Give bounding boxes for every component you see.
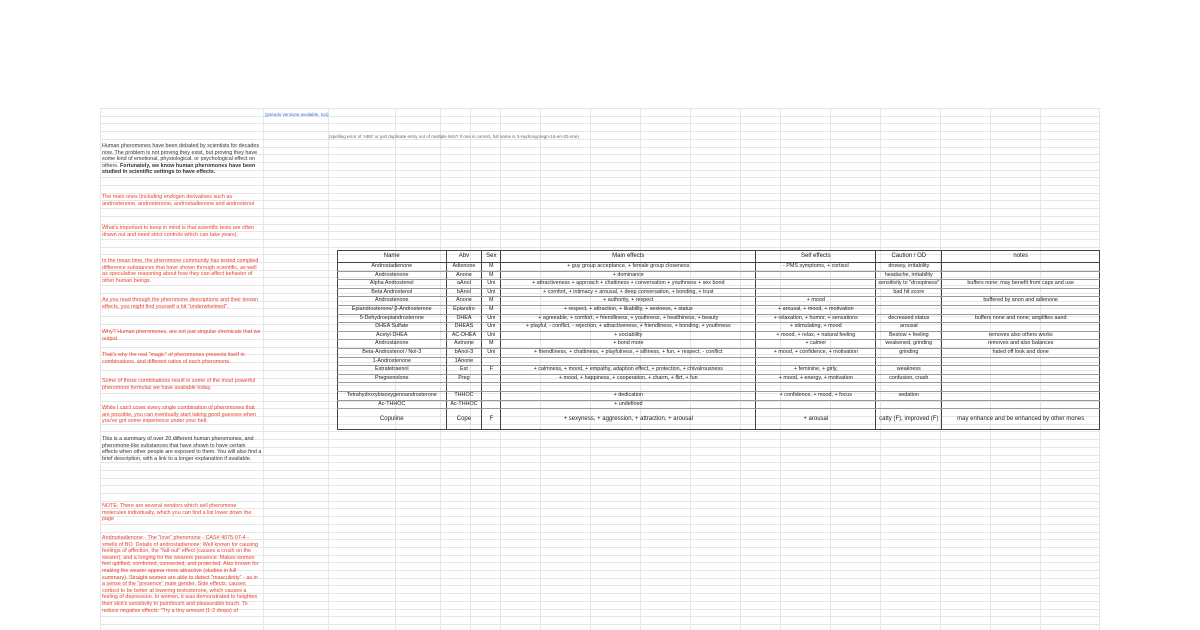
intro-paragraph xyxy=(102,194,262,207)
intro-paragraph-bold: Fortunately, we know human pheromones have been studied in scientific settings to have effects. xyxy=(102,162,256,176)
table-cell: Est xyxy=(446,366,482,375)
intro-paragraph-text: This is a summary of over 20 different human pheromones, and pheromone-like substances that have shown to have certain effects when other people are exposed to them. You will also find a brief description, with a link to a longer explanation if available. xyxy=(102,436,262,462)
table-cell xyxy=(942,271,1100,280)
table-cell: + arousal xyxy=(756,409,876,430)
table-cell: AC-DHEA xyxy=(446,331,482,340)
table-cell xyxy=(501,357,756,366)
table-cell xyxy=(338,383,447,392)
table-cell: bad hit score xyxy=(876,288,942,297)
table-cell: DHEA Sulfate xyxy=(338,323,447,332)
table-cell xyxy=(876,400,942,409)
table-cell xyxy=(942,366,1100,375)
table-cell: + mood, + happiness, + cooperation, + charm, + flirt, + fun xyxy=(501,374,756,383)
table-row xyxy=(338,297,1100,306)
table-cell xyxy=(482,357,501,366)
table-cell: DHEAS xyxy=(446,323,482,332)
table-cell: headache, irritability xyxy=(876,271,942,280)
table-cell xyxy=(942,323,1100,332)
grid-row-line xyxy=(100,139,1100,140)
spelling-note: (spelling error of 'ABS' or just duplicate entry out of multiple lists? If one is correct, full name is 3-Hydroxypregn-16-en-20-one) xyxy=(329,134,579,139)
table-cell xyxy=(876,305,942,314)
table-cell: Androstenone xyxy=(338,297,447,306)
table-cell: + respect, + attraction, + likability, + sexiness, + status xyxy=(501,305,756,314)
table-cell: Uni xyxy=(482,323,501,332)
table-cell: arousal xyxy=(876,323,942,332)
grid-row-line xyxy=(100,485,1100,486)
table-cell: grinding xyxy=(876,348,942,357)
table-cell xyxy=(876,383,942,392)
table-cell: Uni xyxy=(482,280,501,289)
table-cell xyxy=(756,280,876,289)
table-cell: + guy group acceptance, + female group closeness xyxy=(501,263,756,272)
table-cell xyxy=(756,383,876,392)
intro-paragraph xyxy=(102,405,262,425)
table-cell: Estratetraenol xyxy=(338,366,447,375)
grid-row-line xyxy=(100,431,1100,432)
table-cell: + dedication xyxy=(501,391,756,400)
intro-paragraph-text: Why? Human pheromones, are not just singular chemicals that we output. xyxy=(102,329,261,342)
table-cell: M xyxy=(482,305,501,314)
table-cell: Anone xyxy=(446,271,482,280)
table-cell: weakness xyxy=(876,366,942,375)
table-cell: Bestow + feeling xyxy=(876,331,942,340)
table-cell: + calmness, + mood, + empathy, adaption effect, + protection, + chivalrousness xyxy=(501,366,756,375)
intro-paragraph xyxy=(102,225,262,238)
grid-row-line xyxy=(100,501,1100,502)
grid-col-line xyxy=(328,108,329,630)
table-cell: + friendliness, + chattiness, + playfulness, + silliness, + fun, + respect, - conflict xyxy=(501,348,756,357)
grid-row-line xyxy=(100,177,1100,178)
table-cell: + comfort, + intimacy + arousal, + deep conversation, + bonding, + trust xyxy=(501,288,756,297)
table-cell: Ac-THHOC xyxy=(338,400,447,409)
intro-paragraph xyxy=(102,378,262,391)
table-cell xyxy=(942,383,1100,392)
table-cell: sensitivity to "droopiness" xyxy=(876,280,942,289)
intro-paragraph xyxy=(102,258,262,284)
table-cell: + mood xyxy=(756,297,876,306)
table-cell: Copuline xyxy=(338,409,447,430)
table-cell: decreased status xyxy=(876,314,942,323)
table-cell xyxy=(482,391,501,400)
table-cell: Cope xyxy=(446,409,482,430)
table-cell: confusion, crash xyxy=(876,374,942,383)
intro-paragraph xyxy=(102,143,262,176)
table-cell: Astnone xyxy=(446,340,482,349)
table-cell: Epiandrosterone/ β-Androsterone xyxy=(338,305,447,314)
table-cell: + feminine, + girly, xyxy=(756,366,876,375)
grid-row-line xyxy=(100,116,1100,117)
table-cell xyxy=(756,357,876,366)
table-row xyxy=(338,271,1100,280)
table-cell: Androstenone xyxy=(338,271,447,280)
table-cell: + agreeable, + comfort, + friendliness, + youthness, + healthiness, + beauty xyxy=(501,314,756,323)
grid-col-line xyxy=(100,108,101,630)
table-cell: M xyxy=(482,297,501,306)
table-cell: + arousal, + mood, + motivation xyxy=(756,305,876,314)
column-header: Sex xyxy=(482,251,501,263)
table-cell: removes also others works xyxy=(942,331,1100,340)
table-cell xyxy=(942,263,1100,272)
table-cell xyxy=(482,383,501,392)
grid-row-line xyxy=(100,532,1100,533)
table-cell: Anone xyxy=(446,297,482,306)
table-cell: buffered by anon and adienone xyxy=(942,297,1100,306)
table-cell xyxy=(942,305,1100,314)
table-cell: Alpha Androstenol xyxy=(338,280,447,289)
table-cell: + authority, + respect xyxy=(501,297,756,306)
table-cell: hated off look and done xyxy=(942,348,1100,357)
table-cell xyxy=(482,374,501,383)
table-cell xyxy=(942,288,1100,297)
table-cell: removes and also balances xyxy=(942,340,1100,349)
table-cell xyxy=(942,400,1100,409)
table-row xyxy=(338,314,1100,323)
table-cell: DHEA xyxy=(446,314,482,323)
grid-row-line xyxy=(100,123,1100,124)
table-cell: + bond more xyxy=(501,340,756,349)
intro-paragraph-text: The main ones (including endogen derivatives such as androstenone, androstenone, androstadienone and androstenol xyxy=(102,194,255,207)
grid-row-line xyxy=(100,616,1100,617)
table-row xyxy=(338,305,1100,314)
table-cell xyxy=(942,391,1100,400)
table-cell: F xyxy=(482,409,501,430)
intro-paragraph xyxy=(102,503,262,523)
table-cell: sedation xyxy=(876,391,942,400)
table-cell xyxy=(876,357,942,366)
table-cell: + sociability xyxy=(501,331,756,340)
table-cell: Uni xyxy=(482,331,501,340)
table-cell: Uni xyxy=(482,288,501,297)
table-cell: + undefined xyxy=(501,400,756,409)
table-header-row xyxy=(338,251,1100,263)
grid-row-line xyxy=(100,216,1100,217)
table-cell: Pregnenolone xyxy=(338,374,447,383)
intro-paragraph-text: While I can't cover every single combination of pheromones that are possible, you can eventually start taking good guesses when you've got some experience under your belt. xyxy=(102,405,257,425)
grid-row-line xyxy=(100,131,1100,132)
table-cell: + mood, + confidence, + motivation xyxy=(756,348,876,357)
table-cell: Androstanone xyxy=(338,340,447,349)
table-cell: + playful, - conflict, - rejection, + attractiveness, + friendliness, + bonding, + youthness xyxy=(501,323,756,332)
table-cell: + mood, + relax, + natural feeling xyxy=(756,331,876,340)
table-row xyxy=(338,348,1100,357)
pheromone-table xyxy=(337,250,1100,430)
table-cell: Adienone xyxy=(446,263,482,272)
table-cell xyxy=(756,400,876,409)
column-header: notes xyxy=(942,251,1100,263)
intro-paragraph xyxy=(102,297,262,310)
column-header: Main effects xyxy=(501,251,756,263)
grid-row-line xyxy=(100,108,1100,109)
table-cell: Androstadienone xyxy=(338,263,447,272)
intro-paragraph-text: Human pheromones have been debated by scientists for decades now. The problem is not proving they exist, but proving they have some kind of emotional, physiological, or psychological effect on others. xyxy=(102,143,260,169)
column-header: Caution / OD xyxy=(876,251,942,263)
table-cell xyxy=(446,383,482,392)
table-row xyxy=(338,331,1100,340)
table-cell: 1-Androstenone xyxy=(338,357,447,366)
grid-row-line xyxy=(100,185,1100,186)
intro-paragraph-text: As you read through the pheromone descriptions and their known effects, you might find yourself a bit "underwhelmed". xyxy=(102,297,259,310)
table-cell xyxy=(756,271,876,280)
column-header: Abv xyxy=(446,251,482,263)
table-cell: - PMS symptoms, + cortisol xyxy=(756,263,876,272)
table-cell: Tetrahydroxybisoxygenoandrosterone xyxy=(338,391,447,400)
table-cell: bAnol xyxy=(446,288,482,297)
intro-paragraph-text: Some of those combinations result in some of the most powerful pheromone formulas we have available today. xyxy=(102,378,256,391)
intro-paragraph xyxy=(102,436,262,462)
table-cell: + relaxation, + humor, + sensations xyxy=(756,314,876,323)
table-row xyxy=(338,383,1100,392)
grid-row-line xyxy=(100,524,1100,525)
table-cell: + mood, + energy, + motivation xyxy=(756,374,876,383)
table-row xyxy=(338,263,1100,272)
intro-paragraph-text: That's why the real "magic" of pheromones presents itself in combinations, and different ratios of each pheromone. xyxy=(102,352,245,365)
table-cell: 1Anone xyxy=(446,357,482,366)
table-cell: Acetyl-DHEA xyxy=(338,331,447,340)
table-cell: + dominance xyxy=(501,271,756,280)
table-cell: buffers none; may benefit from caps and use xyxy=(942,280,1100,289)
intro-paragraph-text: NOTE: There are several vendors which sell pheromone molecules individually, which you can find a list lower down the page xyxy=(102,503,252,523)
table-cell: + confidence, + mood, + focus xyxy=(756,391,876,400)
grid-row-line xyxy=(100,239,1100,240)
table-row xyxy=(338,280,1100,289)
pseudo-versions-link[interactable]: (pseudo versions available, too) xyxy=(265,112,329,117)
table-cell: Uni xyxy=(482,314,501,323)
table-row xyxy=(338,400,1100,409)
table-cell: F xyxy=(482,366,501,375)
column-header: Self effects xyxy=(756,251,876,263)
table-cell xyxy=(756,288,876,297)
table-row xyxy=(338,391,1100,400)
table-cell: Preg xyxy=(446,374,482,383)
table-cell: + attractiveness + approach + chattiness + conversation + youthness + sex bond xyxy=(501,280,756,289)
table-row xyxy=(338,340,1100,349)
column-header: Name xyxy=(338,251,447,263)
table-row xyxy=(338,374,1100,383)
table-cell: Uni xyxy=(482,348,501,357)
table-cell: Ac-THHOC xyxy=(446,400,482,409)
table-row xyxy=(338,366,1100,375)
table-row xyxy=(338,288,1100,297)
table-cell: bAnol-3 xyxy=(446,348,482,357)
table-cell: M xyxy=(482,271,501,280)
table-row xyxy=(338,357,1100,366)
table-cell xyxy=(482,400,501,409)
table-cell: + stimulating, + mood xyxy=(756,323,876,332)
table-cell: Epiandro xyxy=(446,305,482,314)
table-cell: catty (F), improved (F) xyxy=(876,409,942,430)
table-cell: aAnol xyxy=(446,280,482,289)
intro-paragraph xyxy=(102,329,262,342)
grid-col-line xyxy=(263,108,264,630)
grid-row-line xyxy=(100,470,1100,471)
table-cell: weakened, grinding xyxy=(876,340,942,349)
table-cell: buffers none and none; amplifies aand xyxy=(942,314,1100,323)
intro-paragraph-text: Androstadienone - The "love" pheromone - CAS# 4075-07-4 - smells of BO. Details of androstadienone: Well known for causing feelings of affection, the "fall-out" effect (causes a crush on the wearer), and a longing for the wearers presence. Makes women feel uplifted, comforted, connected, and protected. Also known for making the wearer appear more attractive (studies in full summary). Straight women are able to detect "masculinity" - as in a sense of the "presence" male gender. Side effects: causes cortisol to be better at lowering testosterone, which causes a feeling of depression. In women, it was demonstrated to heighten their skin's sensitivity to pain/touch and pleasurable touch. To reduce negative effects: "Try a tiny amount (1-2 drops) of xyxy=(102,535,259,614)
table-row xyxy=(338,409,1100,430)
table-cell xyxy=(876,297,942,306)
table-cell: + sexyness, + aggression, + attraction, + arousal xyxy=(501,409,756,430)
table-cell: Beta-Androstenol / Nol-3 xyxy=(338,348,447,357)
grid-row-line xyxy=(100,478,1100,479)
intro-paragraph-text: In the mean time, the pheromone community has tested compiled difference substances that have shown through scientific, as well as speculative reasoning about how they can affect behavior of other human beings. xyxy=(102,258,259,284)
table-cell: drowsy, irritability xyxy=(876,263,942,272)
table-cell xyxy=(501,383,756,392)
table-cell xyxy=(942,374,1100,383)
table-cell: 5-Dehydroepiandrosterone xyxy=(338,314,447,323)
grid-row-line xyxy=(100,208,1100,209)
grid-row-line xyxy=(100,493,1100,494)
intro-paragraph-text: What's important to keep in mind is that scientific tests are often drawn out and need strict controls which can take years). xyxy=(102,225,255,238)
intro-paragraph xyxy=(102,535,262,614)
table-cell: M xyxy=(482,340,501,349)
intro-paragraph xyxy=(102,352,262,365)
table-cell: M xyxy=(482,263,501,272)
table-row xyxy=(338,323,1100,332)
table-cell xyxy=(942,357,1100,366)
table-cell: may enhance and be enhanced by other mones xyxy=(942,409,1100,430)
table-cell: THHOC xyxy=(446,391,482,400)
table-cell: + calmer xyxy=(756,340,876,349)
grid-row-line xyxy=(100,247,1100,248)
grid-row-line xyxy=(100,624,1100,625)
table-cell: Beta Androstenol xyxy=(338,288,447,297)
